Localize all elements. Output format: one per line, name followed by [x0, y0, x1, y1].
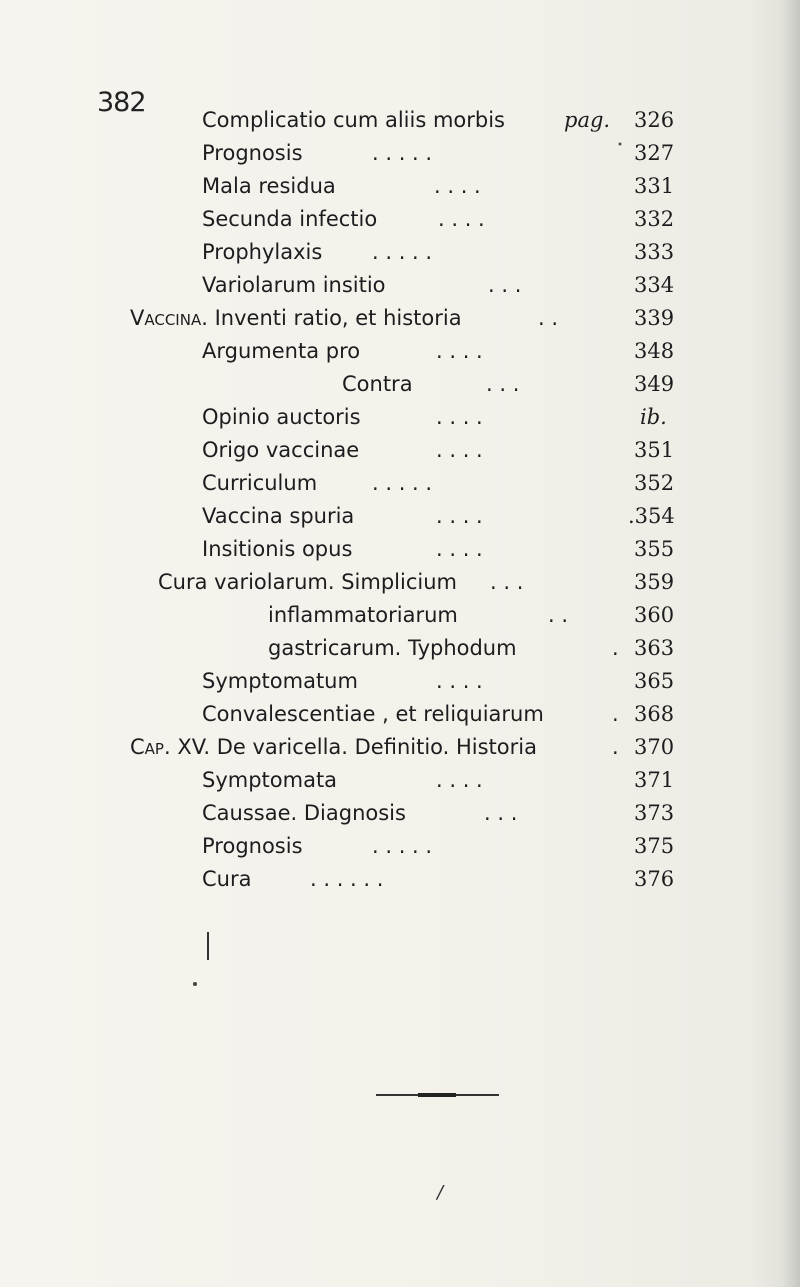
toc-entry-page: 339	[634, 306, 675, 330]
toc-entry-page: 360	[634, 603, 675, 627]
toc-entry-dots: . . .	[488, 273, 522, 297]
toc-entry-dots: . . . .	[436, 669, 483, 693]
toc-entry-dots: . . . . .	[372, 471, 433, 495]
toc-entry-page: 348	[634, 339, 675, 363]
toc-entry-title: inflammatoriarum	[268, 603, 458, 627]
toc-entry-dots: . . . .	[434, 174, 481, 198]
toc-entry-dots: . . . .	[436, 768, 483, 792]
stray-dot	[619, 143, 622, 146]
toc-entry-page: 332	[634, 207, 675, 231]
toc-entry-title: Prophylaxis	[202, 240, 323, 264]
toc-entry-page: 365	[634, 669, 675, 693]
toc-entry-dots: .	[612, 702, 619, 726]
toc-entry-dots: . . . .	[438, 207, 485, 231]
toc-entry-dots: . . . .	[436, 339, 483, 363]
toc-entry-dots: . .	[538, 306, 559, 330]
toc-entry-title: Curriculum	[202, 471, 318, 495]
toc-entry-page: 327	[634, 141, 675, 165]
toc-entry-page: 351	[634, 438, 675, 462]
bottom-mark: /	[437, 1182, 444, 1203]
toc-entry-title: Prognosis	[202, 834, 303, 858]
toc-entry-page: 326	[634, 108, 675, 132]
toc-chapter-label: Cap.	[130, 735, 171, 759]
toc-entry-dots: . . .	[490, 570, 524, 594]
toc-entry-title: Mala residua	[202, 174, 336, 198]
toc-entry-dots: . . . .	[436, 537, 483, 561]
divider-rule-center	[418, 1093, 456, 1097]
toc-entry-page: .354	[628, 504, 675, 528]
toc-entry-title: Inventi ratio, et historia	[214, 306, 462, 330]
stray-dot	[193, 982, 197, 986]
toc-entry-pag-label: pag.	[564, 108, 611, 132]
toc-entry-title: Insitionis opus	[202, 537, 353, 561]
toc-entry-title: Variolarum insitio	[202, 273, 386, 297]
toc-entry-dots: . . . .	[436, 504, 483, 528]
toc-entry-dots: .	[612, 735, 619, 759]
toc-entry-title: Prognosis	[202, 141, 303, 165]
toc-entry-dots: . . . . . .	[310, 867, 384, 891]
toc-entry-dots: .	[612, 636, 619, 660]
toc-entry-page: 359	[634, 570, 675, 594]
toc-entry-title: Symptomatum	[202, 669, 358, 693]
toc-entry-title: Caussae. Diagnosis	[202, 801, 406, 825]
toc-entry-title: Contra	[342, 372, 413, 396]
toc-entry-page: 363	[634, 636, 675, 660]
toc-entry-page: 355	[634, 537, 675, 561]
page-number: 382	[97, 87, 146, 118]
toc-entry-title: Origo vaccinae	[202, 438, 360, 462]
toc-entry-title: Cura	[202, 867, 252, 891]
toc-entry-page: 334	[634, 273, 675, 297]
toc-entry-title: gastricarum. Typhodum	[268, 636, 517, 660]
toc-entry-title: Argumenta pro	[202, 339, 361, 363]
toc-entry-dots: . . . .	[436, 405, 483, 429]
toc-entry-page: 373	[634, 801, 675, 825]
toc-entry-title: Complicatio cum aliis morbis	[202, 108, 505, 132]
toc-entry-title: Vaccina spuria	[202, 504, 355, 528]
toc-entry-dots: . .	[548, 603, 569, 627]
toc-entry-dots: . . . .	[436, 438, 483, 462]
toc-entry-title: XV. De varicella. Definitio. Historia	[177, 735, 537, 759]
toc-entry-page: 333	[634, 240, 675, 264]
toc-entry-title: Secunda infectio	[202, 207, 378, 231]
toc-entry-dots: . . . . .	[372, 834, 433, 858]
toc-entry-page: 371	[634, 768, 675, 792]
toc-entry-dots: . . .	[484, 801, 518, 825]
toc-entry-page: 349	[634, 372, 675, 396]
toc-entry-page: 331	[634, 174, 675, 198]
toc-entry-dots: . . . . .	[372, 240, 433, 264]
toc-entry-page: 375	[634, 834, 675, 858]
toc-entry-page: 352	[634, 471, 675, 495]
toc-entry-page: 370	[634, 735, 675, 759]
toc-entry-page: 376	[634, 867, 675, 891]
toc-entry-title: Cura variolarum. Simplicium	[158, 570, 457, 594]
toc-entry-title: Convalescentiae , et reliquiarum	[202, 702, 544, 726]
toc-entry-title: Opinio auctoris	[202, 405, 361, 429]
toc-entry-page: 368	[634, 702, 675, 726]
toc-section-heading: Vaccina.	[130, 306, 208, 330]
toc-entry-title: Symptomata	[202, 768, 338, 792]
toc-entry-dots: . . .	[486, 372, 520, 396]
toc-entry-dots: . . . . .	[372, 141, 433, 165]
toc-entry-page: ib.	[640, 405, 667, 429]
